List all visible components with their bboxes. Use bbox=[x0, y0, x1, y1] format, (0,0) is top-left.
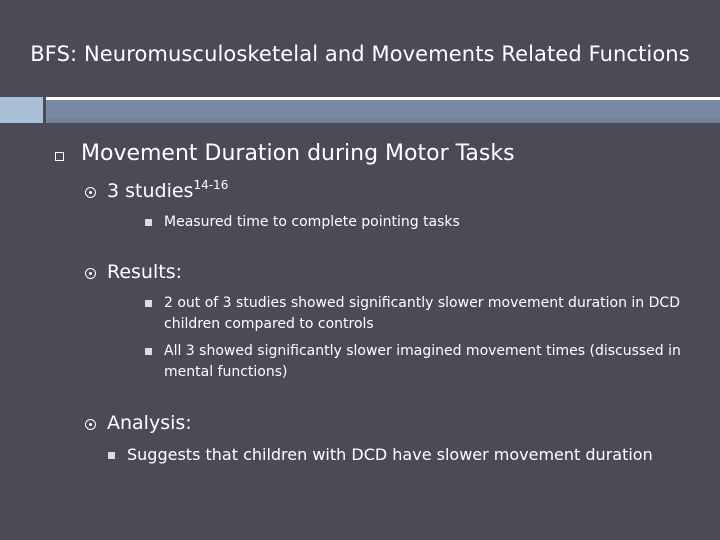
analysis-item: Suggests that children with DCD have slower movement duration bbox=[127, 445, 653, 464]
accent-bar-right bbox=[46, 97, 720, 123]
circle-bullet-icon bbox=[85, 268, 96, 279]
filled-square-bullet-icon bbox=[145, 348, 152, 355]
filled-square-bullet-icon bbox=[145, 219, 152, 226]
studies-text: 3 studies bbox=[107, 180, 194, 202]
filled-square-bullet-icon bbox=[108, 452, 115, 459]
analysis-label: Analysis: bbox=[107, 412, 192, 434]
studies-superscript: 14-16 bbox=[193, 178, 229, 192]
heading-text: Movement Duration during Motor Tasks bbox=[81, 141, 515, 166]
results-label: Results: bbox=[107, 261, 183, 283]
accent-bar-left bbox=[0, 97, 43, 123]
circle-bullet-icon bbox=[85, 419, 96, 430]
studies-item bbox=[107, 180, 228, 202]
square-bullet-icon bbox=[55, 152, 64, 161]
results-item-1: 2 out of 3 studies showed significantly slower movement duration in DCD children compared to controls bbox=[164, 295, 680, 332]
slide-title: BFS: Neuromusculosketelal and Movements Related Functions bbox=[30, 42, 690, 66]
studies-detail: Measured time to complete pointing tasks bbox=[164, 214, 460, 230]
results-item-2: All 3 showed significantly slower imagined movement times (discussed in mental functions) bbox=[164, 343, 681, 380]
filled-square-bullet-icon bbox=[145, 300, 152, 307]
circle-bullet-icon bbox=[85, 187, 96, 198]
